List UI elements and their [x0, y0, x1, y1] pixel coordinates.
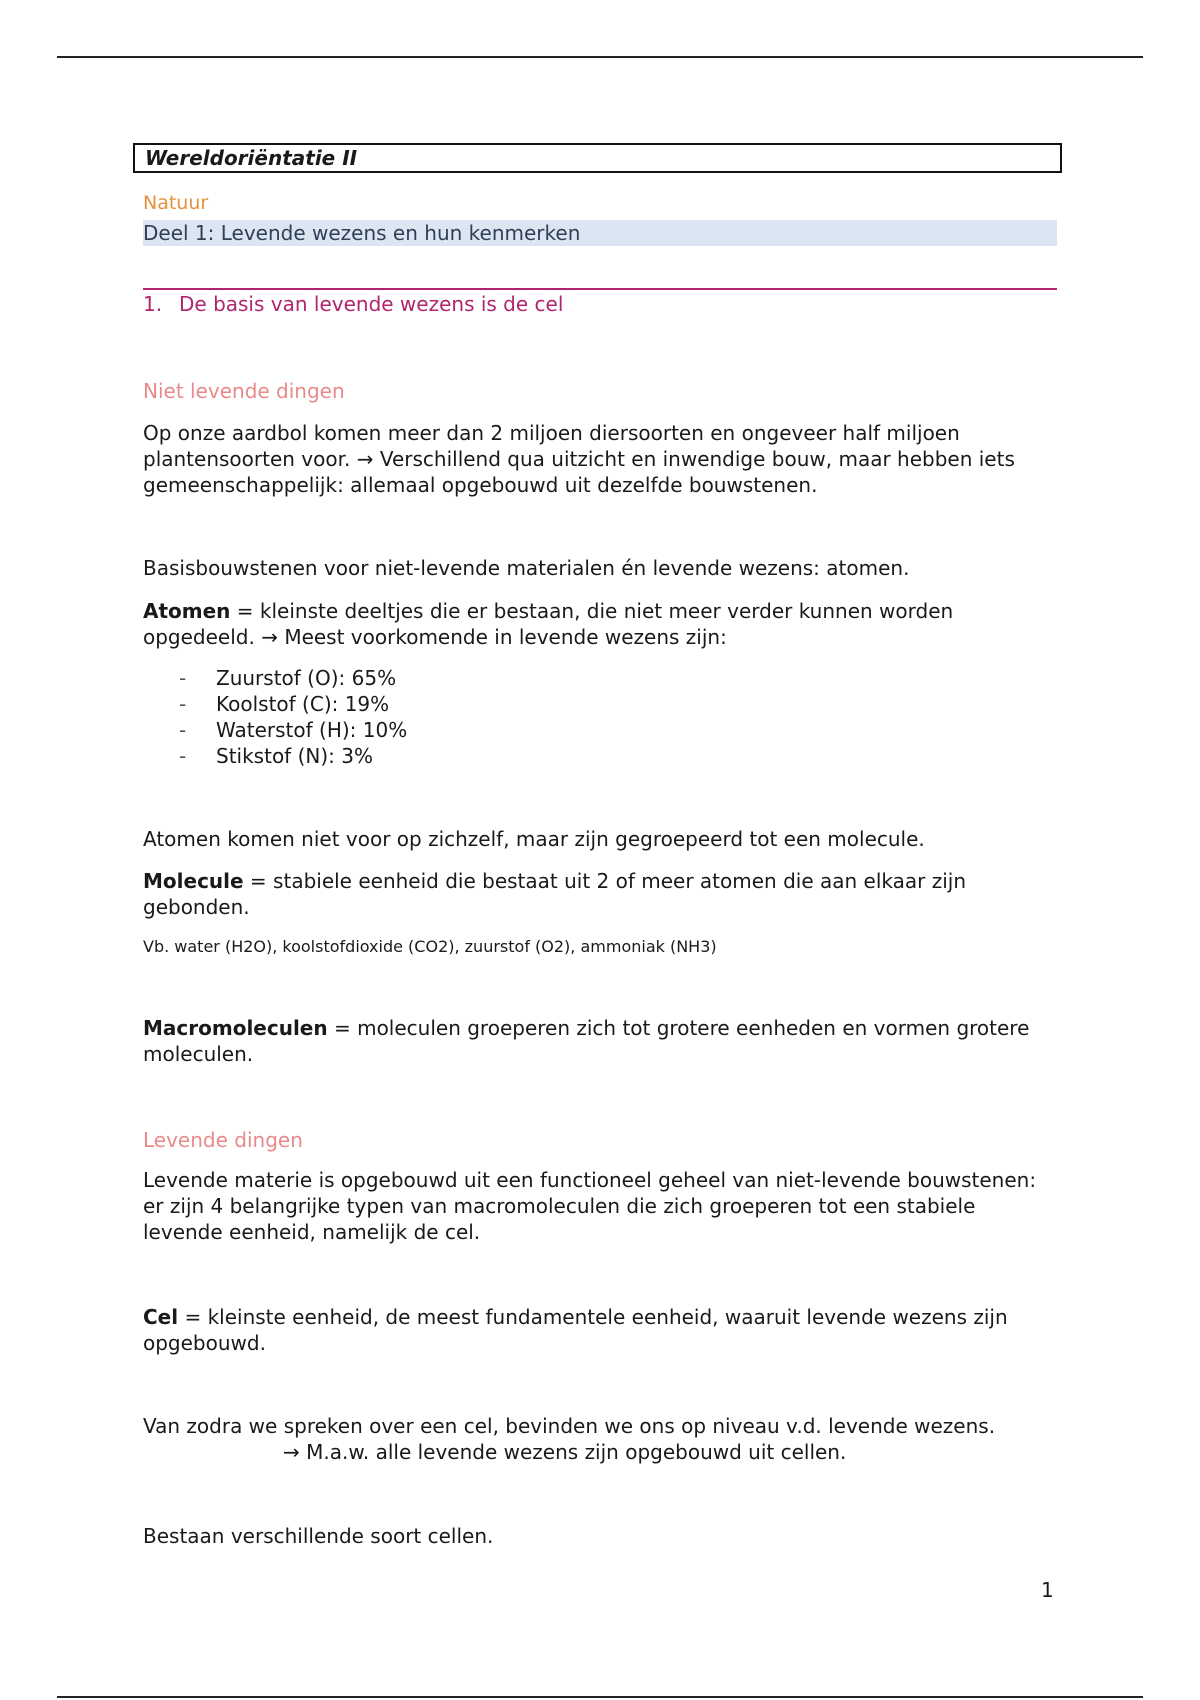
section-heading-living: Levende dingen [143, 1128, 303, 1152]
header-rule [57, 56, 1143, 58]
cell-level-text: Van zodra we spreken over een cel, bevinden we ons op niveau v.d. levende wezens. [143, 1414, 996, 1438]
living-intro-paragraph: Levende materie is opgebouwd uit een functioneel geheel van niet-levende bouwstenen: er zijn 4 belangrijke typen van macromoleculen die zich groeperen tot een stabiele levende eenheid, namelijk de cel. [143, 1168, 1037, 1244]
course-title-box [133, 143, 1062, 173]
atoms-definition [143, 598, 1057, 650]
molecule-examples: Vb. water (H2O), koolstofdioxide (CO2), zuurstof (O2), ammoniak (NH3) [143, 937, 717, 956]
cell-types-paragraph: Bestaan verschillende soort cellen. [143, 1524, 494, 1548]
macro-term: Macromoleculen [143, 1016, 328, 1040]
chapter-number: 1. [143, 292, 163, 316]
subject-label: Natuur [143, 192, 209, 214]
macro-def-text: = moleculen groeperen zich tot grotere eenheden en vormen grotere moleculen. [143, 1016, 1030, 1066]
chapter-heading [143, 292, 563, 316]
page-number: 1 [1041, 1578, 1054, 1602]
part-title: Deel 1: Levende wezens en hun kenmerken [143, 220, 1057, 246]
cell-level-note: → M.a.w. alle levende wezens zijn opgebouwd uit cellen. [283, 1440, 847, 1464]
cell-term: Cel [143, 1305, 179, 1329]
chapter-rule [143, 288, 1057, 290]
footer-rule [57, 1696, 1143, 1698]
molecule-term: Molecule [143, 869, 244, 893]
chapter-title: De basis van levende wezens is de cel [179, 292, 564, 316]
basis-paragraph: Basisbouwstenen voor niet-levende materialen én levende wezens: atomen. [143, 556, 910, 580]
cell-definition [143, 1304, 1057, 1356]
molecule-def-text: = stabiele eenheid die bestaat uit 2 of meer atomen die aan elkaar zijn gebonden. [143, 869, 967, 919]
list-item: - Stikstof (N): 3% [179, 744, 373, 768]
macromolecules-definition [143, 1015, 1057, 1067]
molecule-definition [143, 868, 1057, 920]
list-item: - Waterstof (H): 10% [179, 718, 408, 742]
section-heading-nonliving: Niet levende dingen [143, 379, 345, 403]
atoms-term: Atomen [143, 599, 231, 623]
list-item: - Zuurstof (O): 65% [179, 666, 397, 690]
list-item: - Koolstof (C): 19% [179, 692, 390, 716]
elements-list [143, 665, 407, 769]
atoms-def-text: = kleinste deeltjes die er bestaan, die niet meer verder kunnen worden opgedeeld. → Meest voorkomende in levende wezens zijn: [143, 599, 954, 649]
cell-level-paragraph [143, 1413, 1057, 1465]
course-title: Wereldoriëntatie II [145, 146, 358, 170]
molecule-intro: Atomen komen niet voor op zichzelf, maar zijn gegroepeerd tot een molecule. [143, 827, 925, 851]
intro-paragraph: Op onze aardbol komen meer dan 2 miljoen diersoorten en ongeveer half miljoen plantensoorten voor. → Verschillend qua uitzicht en inwendige bouw, maar hebben iets gemeenschappelijk: allemaal opgebouwd uit dezelfde bouwstenen. [143, 421, 1015, 497]
cell-def-text: = kleinste eenheid, de meest fundamentele eenheid, waaruit levende wezens zijn opgebouwd. [143, 1305, 1008, 1355]
